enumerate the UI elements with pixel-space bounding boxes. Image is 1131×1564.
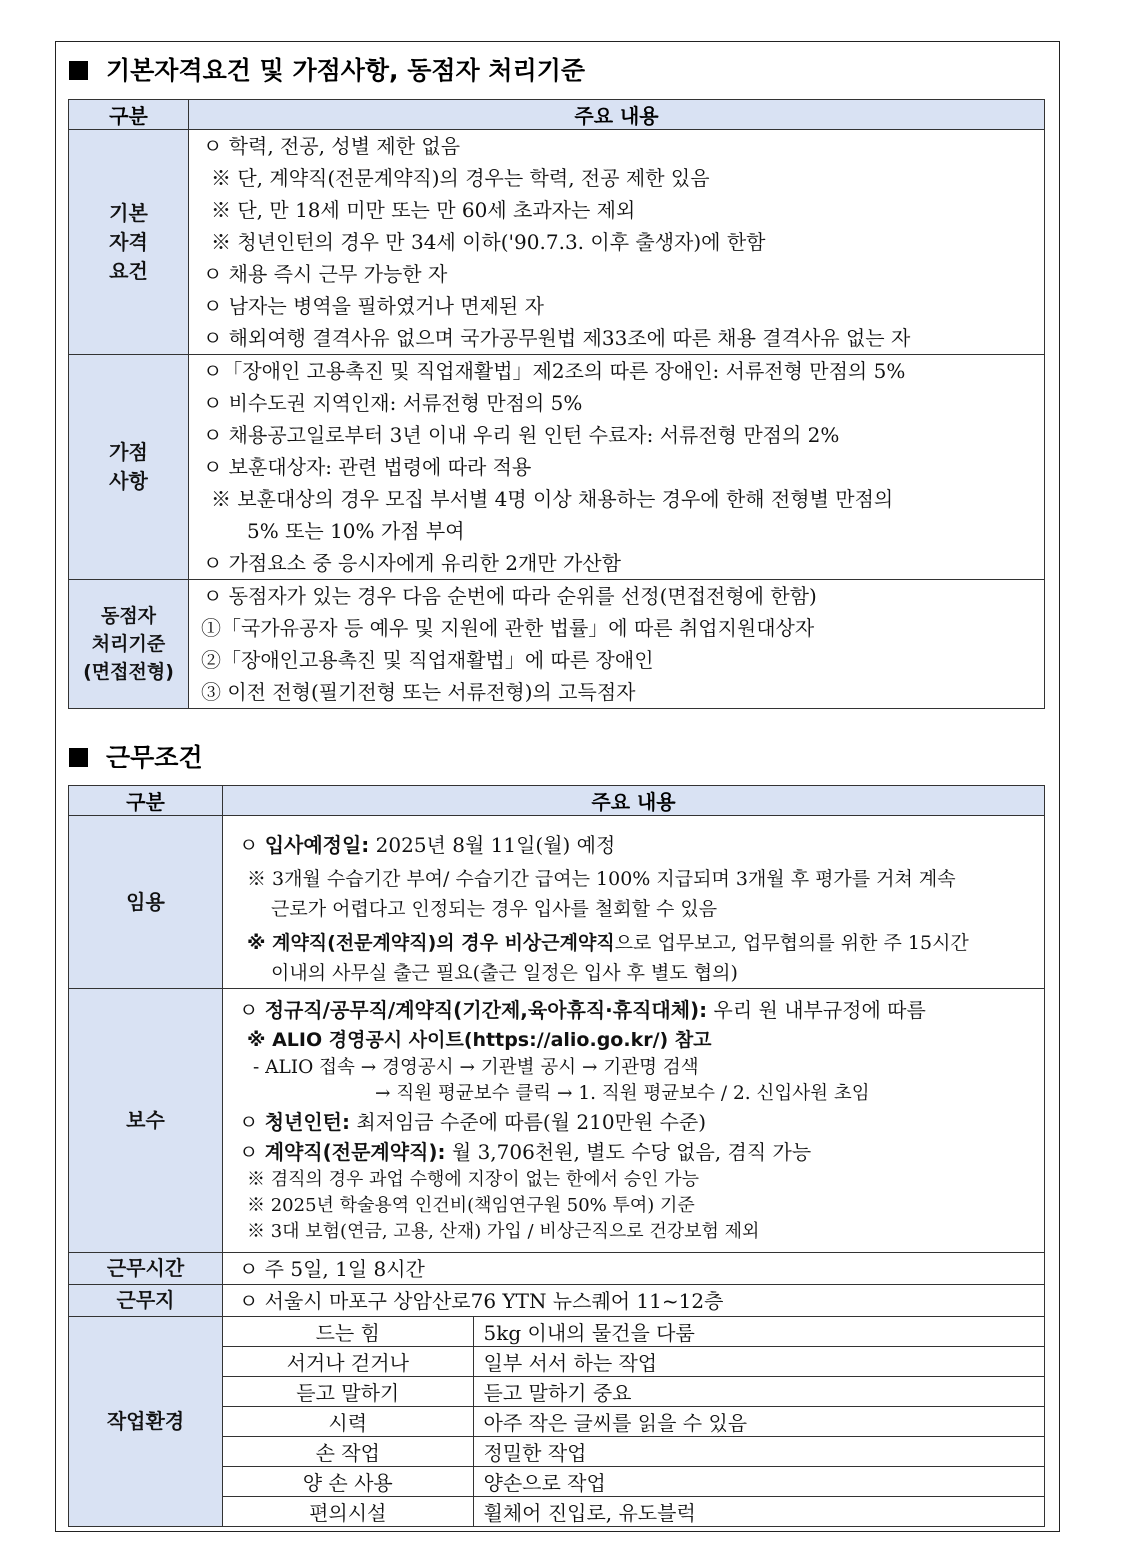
list-item: ㅇ 채용 즉시 근무 가능한 자 [203, 262, 448, 286]
list-item: ※ 계약직(전문계약직)의 경우 비상근계약직으로 업무보고, 업무협의를 위한 주 15시간 [247, 932, 969, 954]
list-item: ㅇ 계약직(전문계약직): 월 3,706천원, 별도 수당 없음, 겸직 가능 [239, 1140, 812, 1164]
list-item: ※ 청년인턴의 경우 만 34세 이하('90.7.3. 이후 출생자)에 한함 [211, 230, 766, 254]
header-category: 구분 [69, 786, 223, 816]
list-item: ㅇ 해외여행 결격사유 없으며 국가공무원법 제33조에 따른 채용 결격사유 없는 자 [203, 326, 911, 350]
list-item: ①「국가유공자 등 예우 및 지원에 관한 법률」에 따른 취업지원대상자 [201, 616, 815, 640]
list-item: ㅇ 보훈대상자: 관련 법령에 따라 적용 [203, 455, 532, 479]
list-item: ㅇ 채용공고일로부터 3년 이내 우리 원 인턴 수료자: 서류전형 만점의 2% [203, 423, 840, 447]
content-basic-qualification [189, 130, 1045, 355]
list-item: 이내의 사무실 출근 필요(출근 일정은 입사 후 별도 협의) [271, 962, 738, 984]
row-basic-qualification [69, 130, 1045, 355]
list-item: ※ 3대 보험(연금, 고용, 산재) 가입 / 비상근직으로 건강보험 제외 [247, 1221, 760, 1242]
content-work-environment [223, 1317, 1045, 1527]
table-row: 편의시설 휠체어 진입로, 유도블럭 [223, 1497, 1044, 1527]
section-title-qualifications: 기본자격요건 및 가점사항, 동점자 처리기준 [69, 51, 585, 87]
list-item: ㅇ 가점요소 중 응시자에게 유리한 2개만 가산함 [203, 551, 621, 575]
category-work-environment: 작업환경 [69, 1317, 223, 1527]
content-place: ㅇ 서울시 마포구 상암산로76 YTN 뉴스퀘어 11~12층 [223, 1285, 1045, 1317]
list-item: ㅇ 학력, 전공, 성별 제한 없음 [203, 134, 461, 158]
list-item: ㅇ 동점자가 있는 경우 다음 순번에 따라 순위를 선정(면접전형에 한함) [203, 584, 817, 608]
square-bullet-icon [69, 61, 88, 80]
list-item: ※ 단, 계약직(전문계약직)의 경우는 학력, 전공 제한 있음 [211, 166, 710, 190]
row-hire [69, 816, 1045, 989]
list-item: ㅇ 입사예정일: 2025년 8월 11일(월) 예정 [239, 833, 616, 857]
category-hours: 근무시간 [69, 1253, 223, 1285]
content-hire [223, 816, 1045, 989]
qualifications-table [68, 99, 1045, 709]
content-pay [223, 989, 1045, 1253]
list-item: ㅇ「장애인 고용촉진 및 직업재활법」제2조의 따른 장애인: 서류전형 만점의 5% [203, 359, 906, 383]
category-bonus-points: 가점 사항 [69, 355, 189, 580]
row-tie-breaker [69, 580, 1045, 709]
category-pay: 보수 [69, 989, 223, 1253]
header-category: 구분 [69, 100, 189, 130]
table-row: 드는 힘 5kg 이내의 물건을 다룸 [223, 1317, 1044, 1347]
table-row: 시력 아주 작은 글씨를 읽을 수 있음 [223, 1407, 1044, 1437]
row-bonus-points [69, 355, 1045, 580]
list-item: ※ 겸직의 경우 과업 수행에 지장이 없는 한에서 승인 가능 [247, 1169, 700, 1190]
header-content: 주요 내용 [223, 786, 1045, 816]
table-row: 양 손 사용 양손으로 작업 [223, 1467, 1044, 1497]
content-bonus-points [189, 355, 1045, 580]
list-item: 5% 또는 10% 가점 부여 [247, 519, 465, 543]
list-item: ㅇ 남자는 병역을 필하였거나 면제된 자 [203, 294, 544, 318]
section-title-working-conditions: 근무조건 [69, 738, 203, 774]
table-row: 손 작업 정밀한 작업 [223, 1437, 1044, 1467]
category-hire: 임용 [69, 816, 223, 989]
list-item: → 직원 평균보수 클릭 → 1. 직원 평균보수 / 2. 신입사원 초임 [375, 1083, 870, 1104]
row-place [69, 1285, 1045, 1317]
category-basic-qualification: 기본 자격 요건 [69, 130, 189, 355]
work-environment-table [223, 1317, 1044, 1526]
content-tie-breaker [189, 580, 1045, 709]
row-pay [69, 989, 1045, 1253]
table-row: 듣고 말하기 듣고 말하기 중요 [223, 1377, 1044, 1407]
list-item: ②「장애인고용촉진 및 직업재활법」에 따른 장애인 [201, 648, 654, 672]
category-tie-breaker: 동점자 처리기준 (면접전형) [69, 580, 189, 709]
table-row: 서거나 걷거나 일부 서서 하는 작업 [223, 1347, 1044, 1377]
content-hours: ㅇ 주 5일, 1일 8시간 [223, 1253, 1045, 1285]
list-item: ※ ALIO 경영공시 사이트(https://alio.go.kr/) 참고 [247, 1029, 712, 1051]
list-item: ㅇ 정규직/공무직/계약직(기간제,육아휴직·휴직대체): 우리 원 내부규정에 따름 [239, 998, 926, 1022]
square-bullet-icon [69, 748, 88, 767]
list-item: ※ 단, 만 18세 미만 또는 만 60세 초과자는 제외 [211, 198, 636, 222]
list-item: ※ 2025년 학술용역 인건비(책임연구원 50% 투여) 기준 [247, 1195, 695, 1216]
list-item: 근로가 어렵다고 인정되는 경우 입사를 철회할 수 있음 [271, 898, 718, 920]
list-item: ③ 이전 전형(필기전형 또는 서류전형)의 고득점자 [201, 680, 636, 704]
working-conditions-table [68, 785, 1045, 1527]
list-item: - ALIO 접속 → 경영공시 → 기관별 공시 → 기관명 검색 [253, 1057, 699, 1078]
row-work-environment [69, 1317, 1045, 1527]
category-place: 근무지 [69, 1285, 223, 1317]
row-hours [69, 1253, 1045, 1285]
list-item: ※ 보훈대상의 경우 모집 부서별 4명 이상 채용하는 경우에 한해 전형별 만점의 [211, 487, 894, 511]
list-item: ㅇ 청년인턴: 최저임금 수준에 따름(월 210만원 수준) [239, 1110, 707, 1134]
list-item: ㅇ 비수도권 지역인재: 서류전형 만점의 5% [203, 391, 583, 415]
list-item: ※ 3개월 수습기간 부여/ 수습기간 급여는 100% 지급되며 3개월 후 평가를 거쳐 계속 [247, 868, 956, 890]
header-content: 주요 내용 [189, 100, 1045, 130]
